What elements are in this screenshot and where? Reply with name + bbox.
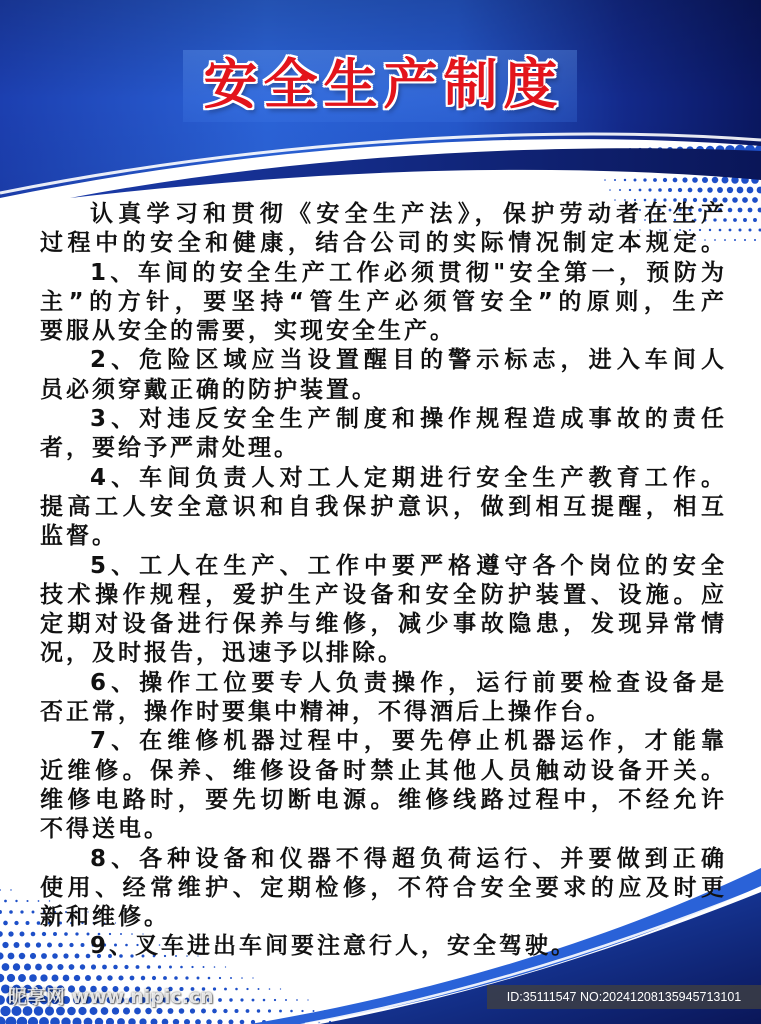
halftone-dot	[13, 963, 20, 970]
rule-paragraph-3	[40, 405, 724, 464]
halftone-dot	[758, 208, 761, 213]
halftone-dot	[179, 1008, 185, 1014]
halftone-dot	[712, 177, 719, 184]
halftone-dot	[727, 187, 733, 193]
body-line: 认真学习和贯彻《安全生产法》，保护劳动者在生产	[90, 201, 724, 227]
halftone-dot	[668, 188, 672, 192]
halftone-dot	[743, 218, 747, 222]
halftone-dot	[195, 1019, 201, 1024]
halftone-dot	[151, 1019, 158, 1024]
body-line: 况，及时报告，迅速予以排除。	[40, 640, 404, 667]
halftone-dot	[15, 900, 17, 902]
halftone-dot	[734, 239, 736, 241]
halftone-dot	[225, 966, 226, 967]
halftone-dot	[707, 187, 713, 193]
halftone-dot	[208, 977, 211, 980]
halftone-dot	[163, 976, 167, 980]
halftone-dot	[754, 239, 756, 241]
body-line: 不得送电。	[40, 816, 170, 843]
halftone-dot	[223, 1009, 227, 1013]
body-line: 提高工人安全意识和自我保护意识，做到相互提醒，相互	[40, 493, 724, 520]
halftone-dot	[46, 964, 52, 970]
halftone-dot	[39, 1017, 49, 1024]
halftone-dot	[3, 921, 8, 926]
halftone-dot	[2, 942, 8, 948]
halftone-dot	[0, 1016, 6, 1024]
halftone-dot	[85, 975, 91, 981]
halftone-dot	[124, 965, 128, 969]
halftone-dot	[307, 999, 308, 1000]
halftone-dot	[742, 197, 748, 203]
body-line: 5、工人在生产、工作中要严格遵守各个岗位的安全	[90, 552, 724, 579]
body-line: 2、危险区域应当设置醒目的警示标志，进入车间人	[90, 347, 724, 374]
body-line: 者，要给予严肃处理。	[40, 435, 300, 462]
halftone-dot	[0, 995, 5, 1005]
halftone-dot	[702, 177, 708, 183]
halftone-dot	[240, 1020, 245, 1024]
halftone-dot	[10, 889, 11, 890]
halftone-dot	[158, 965, 161, 968]
body-line: 4、车间负责人对工人定期进行安全生产教育工作。	[90, 464, 724, 491]
halftone-dot	[63, 975, 70, 982]
halftone-dot	[102, 965, 107, 970]
halftone-dot	[118, 975, 123, 980]
halftone-dot	[257, 1009, 260, 1012]
halftone-dot	[152, 976, 156, 980]
halftone-dot	[269, 988, 271, 990]
halftone-dot	[728, 208, 733, 213]
body-line: 要服从安全的需要，实现安全生产。	[40, 318, 456, 345]
halftone-dot	[19, 953, 26, 960]
halftone-dot	[18, 974, 26, 982]
halftone-dot	[747, 187, 754, 194]
halftone-dot	[113, 965, 118, 970]
halftone-dot	[130, 976, 135, 981]
halftone-dot	[692, 177, 698, 183]
rule-paragraph-4	[40, 464, 724, 552]
halftone-dot	[29, 974, 37, 982]
halftone-dot	[147, 965, 151, 969]
halftone-dot	[190, 1008, 195, 1013]
halftone-dot	[274, 999, 276, 1001]
halftone-dot	[20, 910, 23, 913]
halftone-dot	[258, 988, 260, 990]
rule-paragraph-1	[40, 259, 724, 347]
rule-paragraph-6	[40, 669, 724, 728]
halftone-dot	[733, 218, 737, 222]
halftone-dot	[648, 188, 651, 191]
halftone-dot	[50, 1017, 60, 1024]
halftone-dot	[738, 208, 743, 213]
body-line: 近维修。保养、维修设备时禁止其他人员触动设备开关。	[40, 757, 724, 784]
halftone-dot	[26, 921, 30, 925]
halftone-dot	[32, 911, 35, 914]
halftone-dot	[0, 931, 3, 937]
watermark-id-bar: ID:35111547 NO:20241208135945713101	[487, 985, 761, 1009]
halftone-dot	[752, 197, 758, 203]
halftone-dot	[74, 975, 80, 981]
halftone-dot	[139, 1018, 146, 1024]
halftone-dot	[722, 177, 729, 184]
halftone-dot	[191, 966, 193, 968]
body-line: 7、在维修机器过程中，要先停止机器运作，才能靠	[90, 728, 724, 755]
halftone-dot	[9, 910, 13, 914]
halftone-dot	[682, 177, 687, 182]
halftone-dot	[729, 229, 732, 232]
watermark-site: 昵享网 www.nipic.cn	[8, 986, 214, 1008]
halftone-dot	[20, 932, 25, 937]
halftone-dot	[2, 963, 10, 971]
halftone-dot	[744, 239, 746, 241]
halftone-dot	[604, 179, 606, 181]
rule-paragraph-7	[40, 727, 724, 844]
halftone-dot	[69, 964, 75, 970]
halftone-dot	[117, 1018, 125, 1024]
halftone-dot	[301, 1010, 303, 1012]
halftone-dot	[96, 975, 102, 981]
halftone-dot	[35, 964, 42, 971]
halftone-dot	[214, 966, 216, 968]
body-line: 维修电路时，要先切断电源。维修线路过程中，不经允许	[40, 786, 724, 813]
halftone-dot	[619, 189, 621, 191]
halftone-dot	[614, 179, 616, 181]
halftone-dot	[28, 1017, 38, 1024]
halftone-dot	[8, 931, 13, 936]
body-line: 3、对违反安全生产制度和操作规程造成事故的责任	[90, 406, 724, 433]
body-line: 使用、经常维护、定期检修，不符合安全要求的应及时更	[40, 874, 724, 901]
halftone-dot	[609, 189, 611, 191]
halftone-dot	[724, 239, 726, 241]
halftone-dot	[52, 975, 59, 982]
halftone-dot	[8, 953, 15, 960]
halftone-dot	[717, 187, 723, 193]
halftone-dot	[25, 942, 31, 948]
body-line: 员必须穿戴正确的防护装置。	[40, 376, 378, 403]
halftone-dot	[749, 229, 752, 232]
halftone-dot	[658, 188, 662, 192]
halftone-dot	[246, 1009, 250, 1013]
halftone-dot	[7, 974, 15, 982]
rule-paragraph-2	[40, 346, 724, 405]
halftone-dot	[14, 921, 18, 925]
halftone-dot	[173, 1019, 179, 1024]
body-line: 1、车间的安全生产工作必须贯彻"安全第一，预防为	[90, 259, 724, 286]
halftone-dot	[80, 964, 85, 969]
halftone-dot	[174, 976, 178, 980]
body-line: 8、各种设备和仪器不得超负荷运行、并要做到正确	[90, 845, 724, 872]
halftone-dot	[180, 966, 183, 969]
halftone-dot	[197, 977, 200, 980]
halftone-dot	[285, 999, 287, 1001]
halftone-dot	[31, 932, 36, 937]
halftone-dot	[162, 1019, 169, 1024]
halftone-dot	[732, 197, 738, 203]
halftone-dot	[212, 1009, 217, 1014]
body-line: 技术操作规程，爱护生产设备和安全防护装置、设施。应	[40, 581, 724, 608]
halftone-dot	[268, 1009, 271, 1012]
halftone-dot	[678, 188, 682, 192]
halftone-dot	[107, 975, 112, 980]
halftone-dot	[218, 998, 222, 1002]
body-line: 6、操作工位要专人负责操作，运行前要检查设备是	[90, 669, 724, 696]
rule-paragraph-5	[40, 552, 724, 669]
body-line: 监督。	[40, 523, 118, 550]
halftone-dot	[17, 1017, 28, 1024]
halftone-dot	[30, 953, 36, 959]
poster-title: 安全生产制度	[203, 53, 564, 116]
halftone-dot	[184, 1019, 190, 1024]
halftone-dot	[229, 998, 232, 1001]
halftone-dot	[224, 988, 227, 991]
halftone-dot	[624, 179, 626, 181]
halftone-dot	[279, 1010, 282, 1013]
halftone-dot	[230, 977, 232, 979]
halftone-dot	[263, 999, 266, 1002]
halftone-dot	[91, 964, 96, 969]
halftone-dot	[95, 1018, 103, 1024]
halftone-dot	[634, 179, 637, 182]
body-line: 9、叉车进出车间要注意行人，安全驾驶。	[90, 933, 578, 960]
body-line: 过程中的安全和健康，结合公司的实际情况制定本规定。	[40, 230, 724, 257]
halftone-dot	[739, 229, 742, 232]
rule-paragraph-8	[40, 845, 724, 933]
halftone-dot	[643, 178, 646, 181]
halftone-dot	[72, 1017, 81, 1024]
halftone-dot	[748, 208, 753, 213]
halftone-dot	[673, 178, 678, 183]
halftone-dot	[4, 900, 7, 903]
body-line: 新和维修。	[40, 904, 170, 931]
halftone-dot	[84, 1018, 93, 1024]
halftone-dot	[653, 178, 657, 182]
body-line: 定期对设备进行保养与维修，减少事故隐患，发现异常情	[40, 611, 724, 638]
halftone-dot	[737, 187, 744, 194]
intro-paragraph	[40, 200, 724, 259]
halftone-dot	[6, 1017, 17, 1024]
halftone-dot	[688, 188, 693, 193]
halftone-dot	[296, 999, 298, 1001]
halftone-dot	[246, 988, 248, 990]
halftone-dot	[252, 999, 255, 1002]
halftone-dot	[639, 189, 642, 192]
halftone-dot	[57, 964, 63, 970]
halftone-dot	[0, 889, 1, 891]
halftone-dot	[234, 1009, 238, 1013]
halftone-dot	[14, 942, 20, 948]
halftone-dot	[240, 998, 243, 1001]
halftone-dot	[280, 988, 281, 989]
halftone-dot	[229, 1020, 234, 1024]
halftone-dot	[185, 976, 188, 979]
halftone-dot	[61, 1017, 70, 1024]
halftone-dot	[141, 976, 145, 980]
rule-paragraph-9	[40, 932, 724, 961]
halftone-dot	[26, 900, 28, 902]
halftone-dot	[136, 965, 140, 969]
halftone-dot	[24, 963, 31, 970]
halftone-dot	[757, 187, 761, 194]
halftone-dot	[235, 988, 238, 991]
halftone-dot	[663, 178, 667, 182]
body-line: 否正常，操作时要集中精神，不得酒后上操作台。	[40, 699, 612, 726]
halftone-dot	[0, 974, 4, 983]
rules-body	[40, 200, 724, 962]
halftone-dot	[219, 977, 221, 979]
halftone-dot	[241, 977, 243, 979]
halftone-dot	[40, 974, 47, 981]
halftone-dot	[128, 1018, 136, 1024]
halftone-dot	[697, 187, 702, 192]
halftone-dot	[290, 1010, 293, 1013]
halftone-dot	[753, 218, 757, 222]
halftone-dot	[201, 1009, 206, 1014]
halftone-dot	[206, 1019, 211, 1024]
halftone-dot	[203, 966, 205, 968]
halftone-dot	[106, 1018, 114, 1024]
halftone-dot	[217, 1019, 222, 1024]
halftone-dot	[629, 189, 631, 191]
halftone-dot	[252, 977, 253, 978]
halftone-dot	[169, 966, 172, 969]
body-line: 主”的方针，要坚持“管生产必须管安全”的原则，生产	[40, 288, 724, 315]
halftone-dot	[0, 952, 4, 959]
halftone-dot	[313, 1010, 315, 1012]
halftone-dot	[0, 910, 2, 914]
